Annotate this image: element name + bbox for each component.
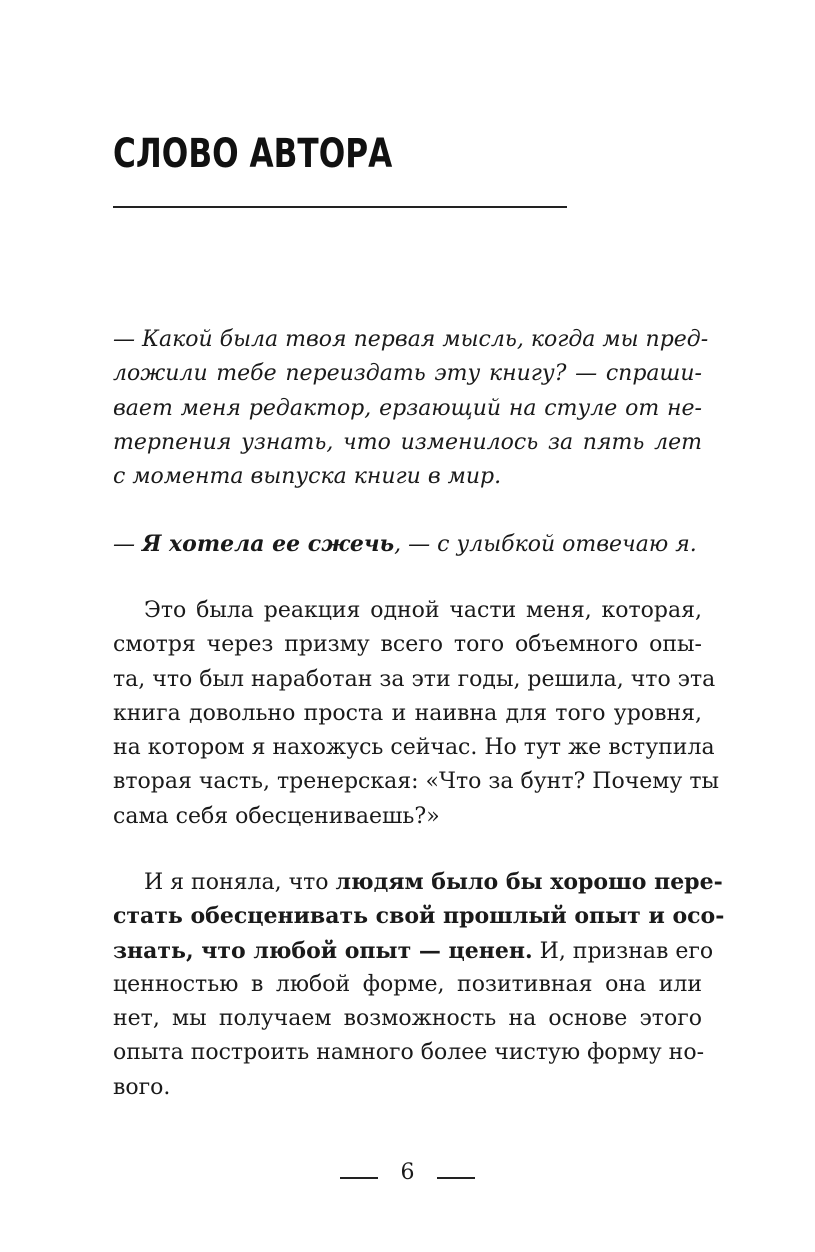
paragraph-answer	[113, 527, 702, 561]
page-folio	[340, 1158, 475, 1188]
paragraph-line: ложили тебе переиздать эту книгу? — спраши-	[113, 361, 702, 387]
paragraph-line: ценностью в любой форме, позитивная она или	[113, 971, 702, 997]
paragraph-line: вторая часть, тренерская: «Что за бунт? Почему ты	[113, 769, 720, 795]
paragraph-reaction	[113, 594, 720, 834]
answer-rest: , — с улыбкой отвечаю я.	[394, 532, 697, 557]
bold-run: людям было бы хорошо пере-	[335, 869, 723, 895]
folio-rule-right	[437, 1177, 475, 1179]
paragraph-line: вого.	[113, 1074, 171, 1100]
paragraph-line	[113, 865, 723, 899]
paragraph-line: смотря через призму всего того объемного опы-	[113, 632, 702, 658]
paragraph-line: с момента выпуска книги в мир.	[113, 464, 502, 490]
title-underline	[113, 206, 567, 208]
answer-dash: —	[113, 532, 142, 557]
paragraph-line: терпения узнать, что изменилось за пять лет	[113, 429, 702, 455]
paragraph-line: стать обесценивать свой прошлый опыт и осо-	[113, 903, 725, 930]
chapter-title: СЛОВО АВТОРА	[113, 131, 393, 177]
page-number: 6	[400, 1160, 415, 1185]
paragraph-line: нет, мы получаем возможность на основе этого	[113, 1006, 702, 1032]
paragraph-line: книга довольно проста и наивна для того уровня,	[113, 700, 702, 726]
paragraph-line: на котором я нахожусь сейчас. Но тут же вступила	[113, 735, 715, 761]
paragraph-realization	[113, 865, 725, 1105]
text-run: И, признав его	[532, 938, 714, 964]
paragraph-line: сама себя обесцениваешь?»	[113, 803, 440, 829]
paragraph-line	[113, 527, 702, 561]
paragraph-line: Это была реакция одной части меня, которая,	[144, 598, 702, 623]
paragraph-line	[113, 934, 714, 968]
answer-bold: Я хотела ее сжечь	[142, 531, 395, 557]
text-run: И я поняла, что	[144, 870, 336, 895]
paragraph-line: вает меня редактор, ерзающий на стуле от не-	[113, 395, 702, 421]
paragraph-line: опыта построить намного более чистую форму но-	[113, 1040, 705, 1066]
bold-run: знать, что любой опыт — ценен.	[113, 937, 533, 964]
paragraph-line: та, что был наработан за эти годы, решила, что эта	[113, 666, 716, 692]
paragraph-question	[113, 323, 709, 494]
paragraph-line: — Какой была твоя первая мысль, когда мы пред-	[113, 327, 709, 352]
